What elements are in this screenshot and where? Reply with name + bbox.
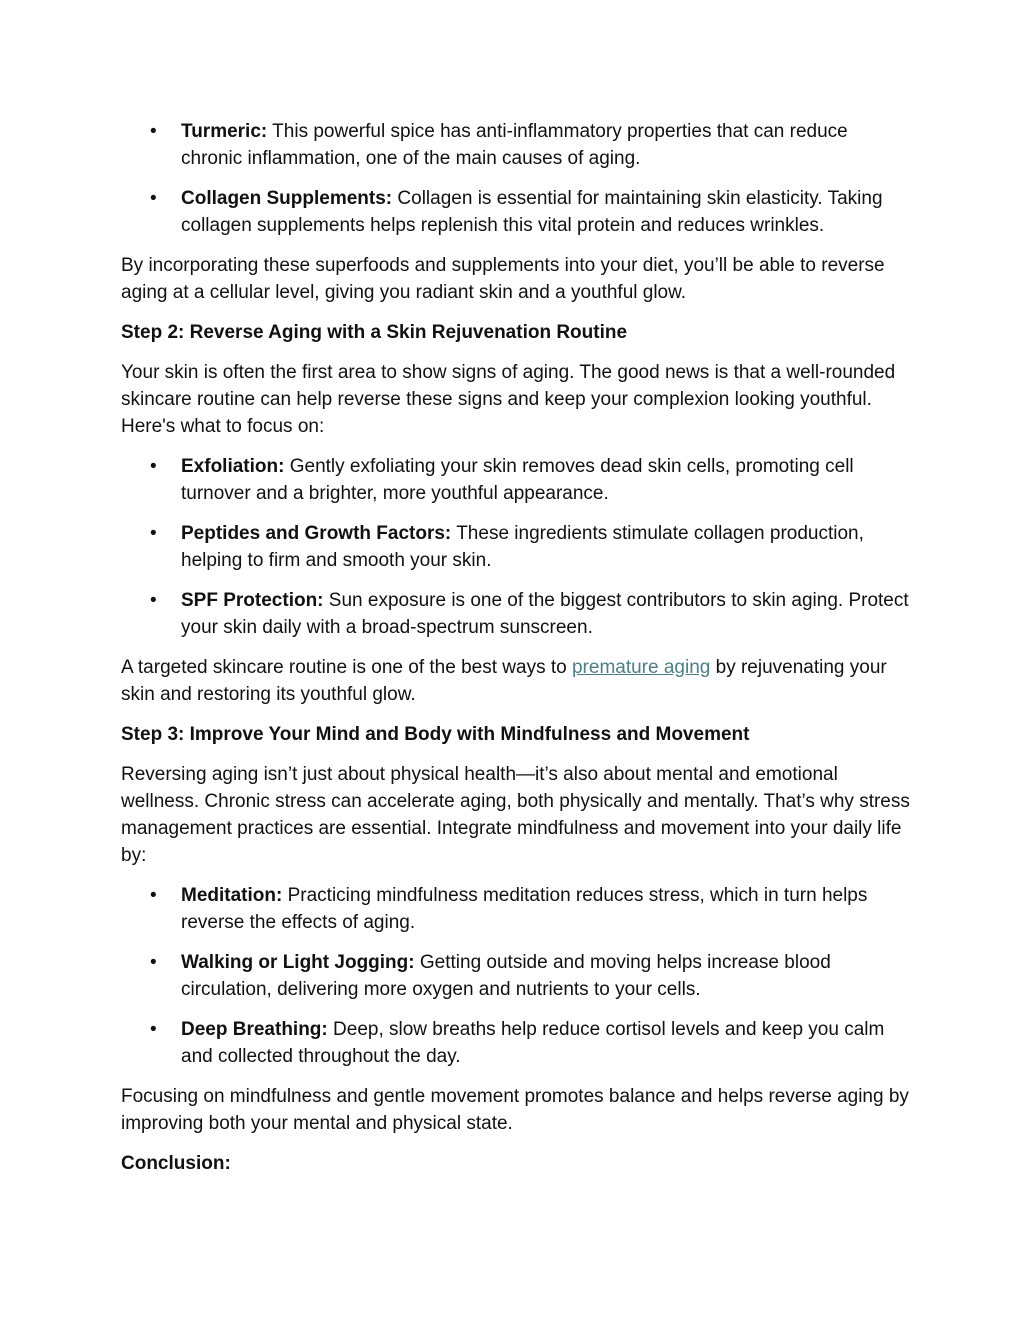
list-item-text: Deep, slow breaths help reduce cortisol levels and keep you calm and collected throughout the day. [181, 1019, 885, 1067]
list-item [121, 185, 911, 239]
list-item-term: Meditation: [181, 885, 283, 906]
list-item-term: Collagen Supplements: [181, 188, 393, 209]
mindfulness-list [121, 882, 911, 1070]
premature-aging-link[interactable]: premature aging [571, 657, 711, 678]
document-page [121, 118, 911, 1190]
list-item-term: Deep Breathing: [181, 1019, 328, 1040]
list-item [121, 949, 911, 1003]
list-item-text: This powerful spice has anti-inflammatory properties that can reduce chronic inflammation, one of the main causes of aging. [181, 121, 848, 169]
list-item [121, 1016, 911, 1070]
bullet-icon: • [150, 1019, 157, 1040]
list-item-term: Peptides and Growth Factors: [181, 523, 452, 544]
step2-outro-after: by rejuvenating your skin and restoring its youthful glow. [121, 657, 887, 705]
list-item-term: Exfoliation: [181, 456, 285, 477]
paragraph-superfoods-summary: By incorporating these superfoods and supplements into your diet, you’ll be able to reverse aging at a cellular level, giving you radiant skin and a youthful glow. [121, 255, 885, 303]
bullet-icon: • [150, 885, 157, 906]
list-item [121, 453, 911, 507]
list-item-term: SPF Protection: [181, 590, 324, 611]
list-item-term: Turmeric: [181, 121, 268, 142]
list-item-text: These ingredients stimulate collagen production, helping to firm and smooth your skin. [181, 523, 864, 571]
list-item-text: Getting outside and moving helps increase blood circulation, delivering more oxygen and nutrients to your cells. [181, 952, 831, 1000]
bullet-icon: • [150, 952, 157, 973]
skincare-list [121, 453, 911, 641]
step3-heading: Step 3: Improve Your Mind and Body with Mindfulness and Movement [121, 724, 750, 745]
conclusion-heading: Conclusion: [121, 1153, 231, 1174]
step2-outro [121, 654, 911, 708]
bullet-icon: • [150, 121, 157, 142]
list-item [121, 882, 911, 936]
list-item [121, 520, 911, 574]
list-item-text: Collagen is essential for maintaining skin elasticity. Taking collagen supplements helps replenish this vital protein and reduces wrinkles. [181, 188, 883, 236]
step2-outro-before: A targeted skincare routine is one of the best ways to [121, 657, 572, 678]
list-item [121, 118, 911, 172]
supplements-list [121, 118, 911, 239]
step3-outro: Focusing on mindfulness and gentle movement promotes balance and helps reverse aging by improving both your mental and physical state. [121, 1086, 909, 1134]
list-item-text: Sun exposure is one of the biggest contributors to skin aging. Protect your skin daily with a broad-spectrum sunscreen. [181, 590, 909, 638]
list-item-text: Practicing mindfulness meditation reduces stress, which in turn helps reverse the effects of aging. [181, 885, 868, 933]
bullet-icon: • [150, 188, 157, 209]
bullet-icon: • [150, 523, 157, 544]
step2-intro: Your skin is often the first area to show signs of aging. The good news is that a well-rounded skincare routine can help reverse these signs and keep your complexion looking youthful. Here's what to focus on: [121, 362, 896, 437]
list-item-text: Gently exfoliating your skin removes dead skin cells, promoting cell turnover and a brighter, more youthful appearance. [181, 456, 854, 504]
step3-intro: Reversing aging isn’t just about physical health—it’s also about mental and emotional wellness. Chronic stress can accelerate aging, both physically and mentally. That’s why stress management practices are essential. Integrate mindfulness and movement into your daily life by: [121, 764, 910, 866]
bullet-icon: • [150, 456, 157, 477]
list-item-term: Walking or Light Jogging: [181, 952, 415, 973]
bullet-icon: • [150, 590, 157, 611]
list-item [121, 587, 911, 641]
step2-heading: Step 2: Reverse Aging with a Skin Rejuvenation Routine [121, 322, 628, 343]
